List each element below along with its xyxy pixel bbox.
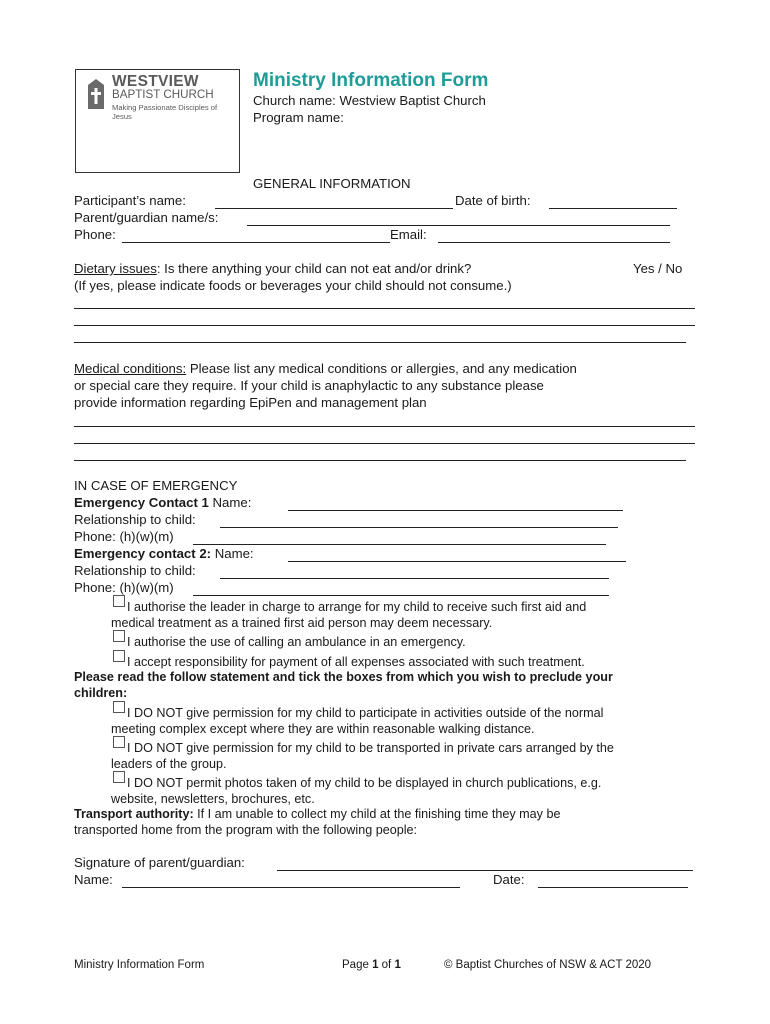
consent-expenses-text: I accept responsibility for payment of all expenses associated with such treatment. <box>127 655 585 669</box>
medical-label: Medical conditions: <box>74 361 187 376</box>
dietary-line-2[interactable] <box>74 325 695 326</box>
email-label: Email: <box>390 227 427 242</box>
parent-name-label: Parent/guardian name/s: <box>74 210 219 225</box>
general-info-heading: GENERAL INFORMATION <box>253 176 411 191</box>
signature-field[interactable] <box>277 870 693 871</box>
preclude-activities-checkbox[interactable] <box>113 701 125 713</box>
dietary-line-3[interactable] <box>74 342 686 343</box>
contact1-relationship-label: Relationship to child: <box>74 512 196 527</box>
phone-label: Phone: <box>74 227 116 242</box>
dob-field[interactable] <box>549 208 677 209</box>
transport-label: Transport authority: <box>74 807 194 821</box>
footer-page-current: 1 <box>372 959 379 971</box>
signer-name-field[interactable] <box>122 887 460 888</box>
preclude-transport-checkbox[interactable] <box>113 736 125 748</box>
preclude-photos-text-1: I DO NOT permit photos taken of my child to be displayed in church publications, e.g. <box>127 776 602 790</box>
contact1-name-label: Name: <box>208 495 252 510</box>
medical-line-3: provide information regarding EpiPen and management plan <box>74 395 427 410</box>
contact1-name-field[interactable] <box>288 510 623 511</box>
consent-first-aid-text-1: I authorise the leader in charge to arrange for my child to receive such first aid and <box>127 600 587 614</box>
consent-ambulance-text: I authorise the use of calling an ambulance in an emergency. <box>127 635 466 649</box>
logo-name-line1: WESTVIEW <box>112 73 199 90</box>
dietary-question-text: : Is there anything your child can not eat and/or drink? <box>156 261 472 276</box>
footer-copyright: © Baptist Churches of NSW & ACT 2020 <box>444 959 652 971</box>
transport-authority-line-2: transported home from the program with the following people: <box>74 823 418 837</box>
contact1-relationship-field[interactable] <box>220 527 618 528</box>
logo-name-line2: BAPTIST CHURCH <box>112 88 214 101</box>
church-name-line: Church name: Westview Baptist Church <box>253 93 486 108</box>
signer-name-label: Name: <box>74 872 113 887</box>
footer-page-of: of <box>378 959 395 971</box>
church-logo-icon <box>86 77 108 111</box>
preclude-transport-text-2: leaders of the group. <box>111 757 227 771</box>
footer-page-total: 1 <box>394 959 401 971</box>
contact2-phone-label: Phone: (h)(w)(m) <box>74 580 174 595</box>
emergency-contact1-row <box>74 495 251 510</box>
contact2-name-label: Name: <box>211 546 254 561</box>
dietary-question <box>74 261 471 276</box>
contact2-phone-field[interactable] <box>193 595 609 596</box>
signature-label: Signature of parent/guardian: <box>74 855 245 870</box>
consent-first-aid-checkbox[interactable] <box>113 595 125 607</box>
emergency-contact2-row <box>74 546 254 561</box>
form-title: Ministry Information Form <box>253 70 489 91</box>
medical-text-1: Please list any medical conditions or allergies, and any medication <box>186 361 577 376</box>
consent-ambulance-checkbox[interactable] <box>113 630 125 642</box>
preclude-photos-text-2: website, newsletters, brochures, etc. <box>111 792 315 806</box>
transport-authority-line-1 <box>74 807 560 821</box>
dietary-label: Dietary issues <box>74 261 157 276</box>
consent-first-aid-text-2: medical treatment as a trained first aid person may deem necessary. <box>111 616 493 630</box>
transport-text-1: If I am unable to collect my child at the finishing time they may be <box>193 807 561 821</box>
medical-line-1 <box>74 361 577 376</box>
contact2-label: Emergency contact 2: <box>74 546 212 561</box>
phone-field[interactable] <box>122 242 390 243</box>
preclude-activities-text-1: I DO NOT give permission for my child to participate in activities outside of the normal <box>127 706 604 720</box>
preclude-photos-checkbox[interactable] <box>113 771 125 783</box>
contact2-name-field[interactable] <box>288 561 626 562</box>
participant-name-label: Participant’s name: <box>74 193 186 208</box>
footer-page-number <box>342 959 401 971</box>
medical-line-2: or special care they require. If your child is anaphylactic to any substance please <box>74 378 544 393</box>
date-label: Date: <box>493 872 525 887</box>
dietary-yes-no[interactable]: Yes / No <box>633 261 683 276</box>
medical-field-3[interactable] <box>74 460 686 461</box>
medical-field-2[interactable] <box>74 443 695 444</box>
logo-tagline: Making Passionate Disciples of Jesus <box>112 103 218 121</box>
contact1-phone-label: Phone: (h)(w)(m) <box>74 529 174 544</box>
preclude-instruction-1: Please read the follow statement and tick the boxes from which you wish to preclude your <box>74 670 613 684</box>
contact1-label: Emergency Contact 1 <box>74 495 209 510</box>
date-field[interactable] <box>538 887 688 888</box>
church-logo-box <box>75 69 240 173</box>
preclude-activities-text-2: meeting complex except where they are within reasonable walking distance. <box>111 722 535 736</box>
consent-expenses-checkbox[interactable] <box>113 650 125 662</box>
preclude-transport-text-1: I DO NOT give permission for my child to be transported in private cars arranged by the <box>127 741 614 755</box>
footer-form-name: Ministry Information Form <box>74 959 205 971</box>
preclude-instruction-2: children: <box>74 686 128 700</box>
contact2-relationship-field[interactable] <box>220 578 609 579</box>
emergency-heading: IN CASE OF EMERGENCY <box>74 478 238 493</box>
dob-label: Date of birth: <box>455 193 531 208</box>
parent-name-field[interactable] <box>247 225 670 226</box>
footer-page-prefix: Page <box>342 959 373 971</box>
medical-field-1[interactable] <box>74 426 695 427</box>
contact2-relationship-label: Relationship to child: <box>74 563 196 578</box>
program-name-label: Program name: <box>253 110 344 125</box>
contact1-phone-field[interactable] <box>193 544 606 545</box>
dietary-line-1[interactable] <box>74 308 695 309</box>
participant-name-field[interactable] <box>215 208 453 209</box>
dietary-note: (If yes, please indicate foods or beverages your child should not consume.) <box>74 278 512 293</box>
email-field[interactable] <box>438 242 670 243</box>
